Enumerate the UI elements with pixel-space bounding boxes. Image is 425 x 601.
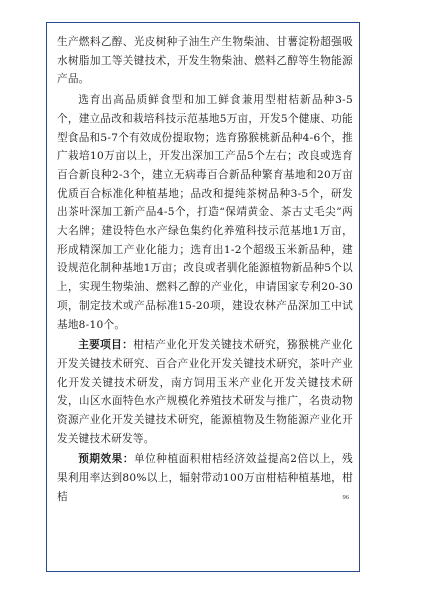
- paragraph-3: [57, 336, 353, 448]
- paragraph-4: [57, 450, 353, 506]
- paragraph-4-text: 单位种植面积柑桔经济效益提高2倍以上，残果利用率达到80%以上，辐射带动100万亩柑桔种植基地，柑桔: [57, 453, 353, 503]
- paragraph-4-lead: 预期效果：: [78, 453, 134, 466]
- paragraph-3-lead: 主要项目：: [78, 339, 134, 352]
- document-body: [57, 33, 353, 509]
- paragraph-1: [57, 33, 353, 89]
- paragraph-1-text: 生产燃料乙醇、光皮树种子油生产生物柴油、甘薯淀粉超强吸水树脂加工等关键技术，开发生物柴油、燃料乙醇等生物能源产品。: [57, 36, 353, 86]
- paragraph-2-text: 选育出高品质鲜食型和加工鲜食兼用型柑桔新品种3-5个，建立品改和栽培科技示范基地5万亩，开发5个健康、功能型食品和5-7个有效成份提取物；选育猕猴桃新品种4-6个，推广栽培10万亩以上，开发出深加工产品5个左右；改良或选育百合新良种2-3个，建立无病毒百合新品种繁育基地和20万亩优质百合标准化种植基地；品改和提纯茶树品种3-5个，研发出茶叶深加工新产品4-5个，打造“保靖黄金、茶古丈毛尖”两大名牌；建设特色水产绿色集约化养殖科技示范基地1万亩，形成精深加工产业化能力；选育出1-2个超级玉米新品种，建设规范化制种基地1万亩；改良或者驯化能源植物新品种5个以上，实现生物柴油、燃料乙醇的产业化，申请国家专利20-30项，制定技术或产品标准15-20项，建设农林产品深加工中试基地8-10个。: [57, 94, 353, 331]
- paragraph-3-text: 柑桔产业化开发关键技术研究，猕猴桃产业化开发关键技术研究、百合产业化开发关键技术研究，茶叶产业化开发关键技术研发，南方饲用玉米产业化开发关键技术研发，山区水面特色水产规模化养殖技术研发与推广，名贵动物资源产业化开发关键技术研究，能源植物及生物能源产业化开发关键技术研发等。: [57, 339, 354, 445]
- page-number: 96: [342, 494, 349, 501]
- paragraph-2: [57, 91, 353, 334]
